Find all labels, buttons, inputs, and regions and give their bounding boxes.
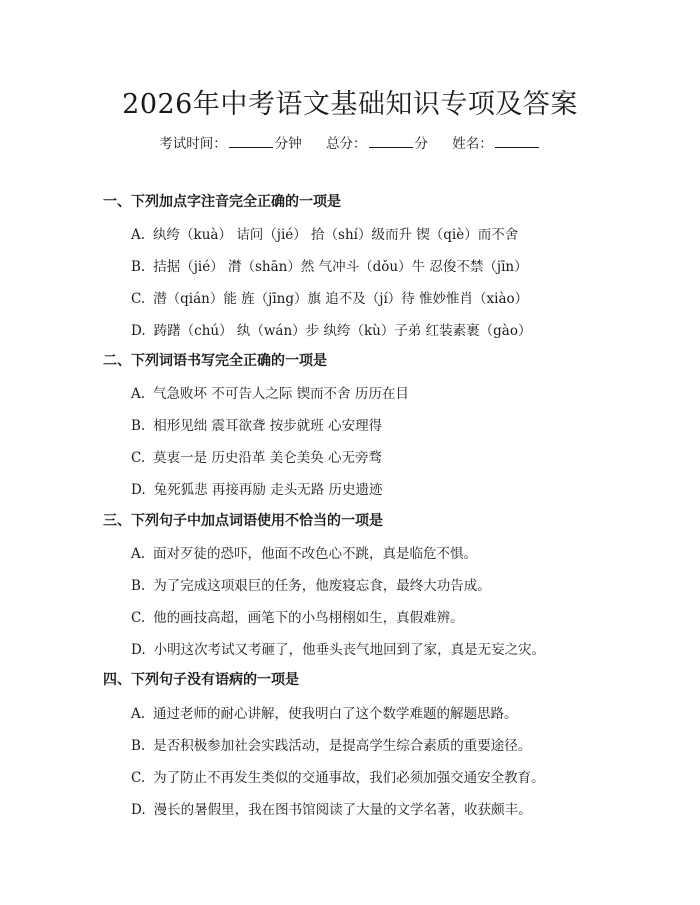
option-text: 漫长的暑假里，我在图书馆阅读了大量的文学名著，收获颇丰。 <box>153 802 532 818</box>
option-label: D. <box>131 482 146 498</box>
question-2-option-d <box>131 478 383 498</box>
option-text: 兔死狐悲 再接再励 走头无路 历史遗迹 <box>153 482 383 498</box>
question-2-option-a <box>131 382 409 402</box>
question-3-option-b <box>131 574 491 594</box>
option-label: A. <box>131 386 146 402</box>
option-text: 纨绔（kuà） 诘问（jié） 拾（shí）级而升 锲（qiè）而不舍 <box>153 227 519 243</box>
option-text: 气急败坏 不可告人之际 锲而不舍 历历在目 <box>153 386 409 402</box>
score-blank <box>369 135 413 148</box>
option-label: A. <box>131 227 146 243</box>
score-unit: 分 <box>414 136 428 152</box>
total-score-field <box>326 132 428 152</box>
name-blank <box>495 135 539 148</box>
option-label: D. <box>131 642 146 658</box>
question-4-heading: 四、下列句子没有语病的一项是 <box>103 672 299 688</box>
question-2-option-c <box>131 446 382 466</box>
exam-time-field <box>159 132 302 152</box>
option-text: 为了防止不再发生类似的交通事故，我们必须加强交通安全教育。 <box>153 770 545 786</box>
student-name-field <box>452 132 541 152</box>
option-text: 是否积极参加社会实践活动，是提高学生综合素质的重要途径。 <box>153 738 532 754</box>
option-text: 踌躇（chú） 纨（wán）步 纨绔（kù）子弟 红装素裹（gào） <box>153 323 532 339</box>
option-label: C. <box>131 291 146 307</box>
question-1-option-a <box>131 223 518 243</box>
question-3-heading: 三、下列句子中加点词语使用不恰当的一项是 <box>103 513 383 529</box>
question-4-option-a <box>131 702 518 722</box>
question-3-option-a <box>131 542 477 562</box>
option-label: C. <box>131 450 146 466</box>
score-label: 总分： <box>326 136 367 152</box>
option-text: 小明这次考试又考砸了，他垂头丧气地回到了家，真是无妄之灾。 <box>153 642 546 658</box>
name-label: 姓名： <box>452 136 493 152</box>
option-label: D. <box>131 802 146 818</box>
question-1-option-b <box>131 255 528 275</box>
option-label: B. <box>131 738 146 754</box>
option-label: C. <box>131 610 146 626</box>
option-label: A. <box>131 546 146 562</box>
option-text: 莫衷一是 历史沿革 美仑美奂 心无旁骛 <box>153 450 383 466</box>
question-1-heading: 一、下列加点字注音完全正确的一项是 <box>103 194 341 210</box>
option-text: 通过老师的耐心讲解，使我明白了这个数学难题的解题思路。 <box>153 706 518 722</box>
option-text: 潜（qián）能 旌（jīng）旗 追不及（jí）待 惟妙惟肖（xiào） <box>153 291 529 307</box>
option-text: 面对歹徒的恐吓，他面不改色心不跳，真是临危不惧。 <box>153 546 478 562</box>
option-label: A. <box>131 706 146 722</box>
option-text: 他的画技高超，画笔下的小鸟栩栩如生，真假难辨。 <box>153 610 464 626</box>
question-2-heading: 二、下列词语书写完全正确的一项是 <box>103 353 327 369</box>
page-title: 2026年中考语文基础知识专项及答案 <box>122 89 578 120</box>
option-text: 为了完成这项艰巨的任务，他废寝忘食，最终大功告成。 <box>153 578 491 594</box>
option-label: D. <box>131 323 146 339</box>
question-4-option-d <box>131 798 532 818</box>
question-4-option-b <box>131 734 531 754</box>
exam-meta <box>0 132 700 152</box>
time-unit: 分钟 <box>274 136 302 152</box>
option-label: B. <box>131 259 146 275</box>
option-label: B. <box>131 418 146 434</box>
time-label: 考试时间： <box>159 136 227 152</box>
option-text: 拮据（jié） 潸（shān）然 气冲斗（dǒu）牛 忍俊不禁（jīn） <box>153 259 528 275</box>
question-4-option-c <box>131 766 545 786</box>
question-2-option-b <box>131 414 382 434</box>
question-1-option-c <box>131 287 528 307</box>
question-1-option-d <box>131 319 531 339</box>
option-label: B. <box>131 578 146 594</box>
option-text: 相形见绌 震耳欲聋 按步就班 心安理得 <box>153 418 383 434</box>
question-3-option-c <box>131 606 464 626</box>
question-3-option-d <box>131 638 545 658</box>
time-blank <box>229 135 273 148</box>
option-label: C. <box>131 770 146 786</box>
